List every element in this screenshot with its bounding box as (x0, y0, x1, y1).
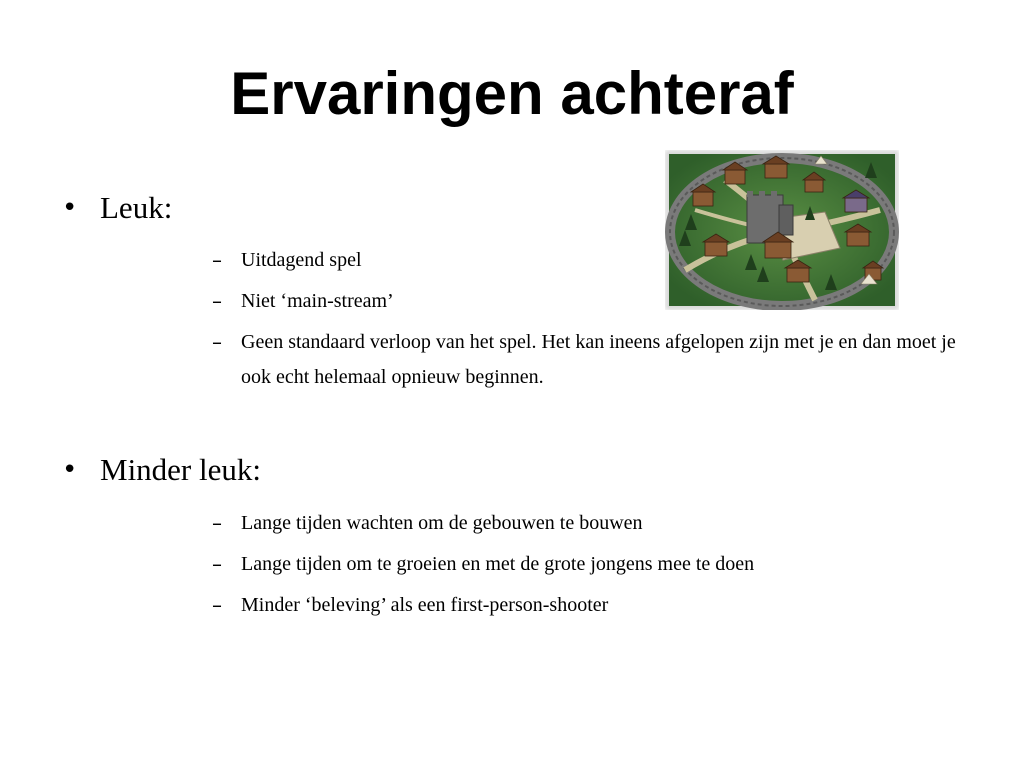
sub-item-text: Minder ‘beleving’ als een first-person-shooter (241, 594, 609, 616)
medieval-town-image (665, 150, 899, 310)
bullet-label: Minder leuk: (100, 452, 261, 487)
sub-item (212, 506, 972, 541)
sub-item-text: Niet ‘main-stream’ (241, 290, 394, 312)
sub-item-text: Lange tijden wachten om de gebouwen te bouwen (241, 512, 643, 534)
slide-title: Ervaringen achteraf (230, 60, 794, 127)
sub-item-text: Lange tijden om te groeien en met de grote jongens mee te doen (241, 553, 755, 575)
dash-icon: – (212, 552, 222, 576)
dash-icon: – (212, 330, 222, 354)
bullet-dot-icon: • (62, 455, 78, 485)
dash-icon: – (212, 289, 222, 313)
sub-item-text: Geen standaard verloop van het spel. Het kan ineens afgelopen zijn met je en dan moet je ook echt helemaal opnieuw beginnen. (241, 331, 956, 388)
dash-icon: – (212, 248, 222, 272)
sub-item (212, 325, 972, 395)
dash-icon: – (212, 593, 222, 617)
bullet-label: Leuk: (100, 190, 173, 225)
dash-icon: – (212, 511, 222, 535)
bullet-dot-icon: • (62, 193, 78, 223)
sub-item-text: Uitdagend spel (241, 249, 362, 271)
sub-item (212, 588, 972, 623)
sub-item (212, 547, 972, 582)
